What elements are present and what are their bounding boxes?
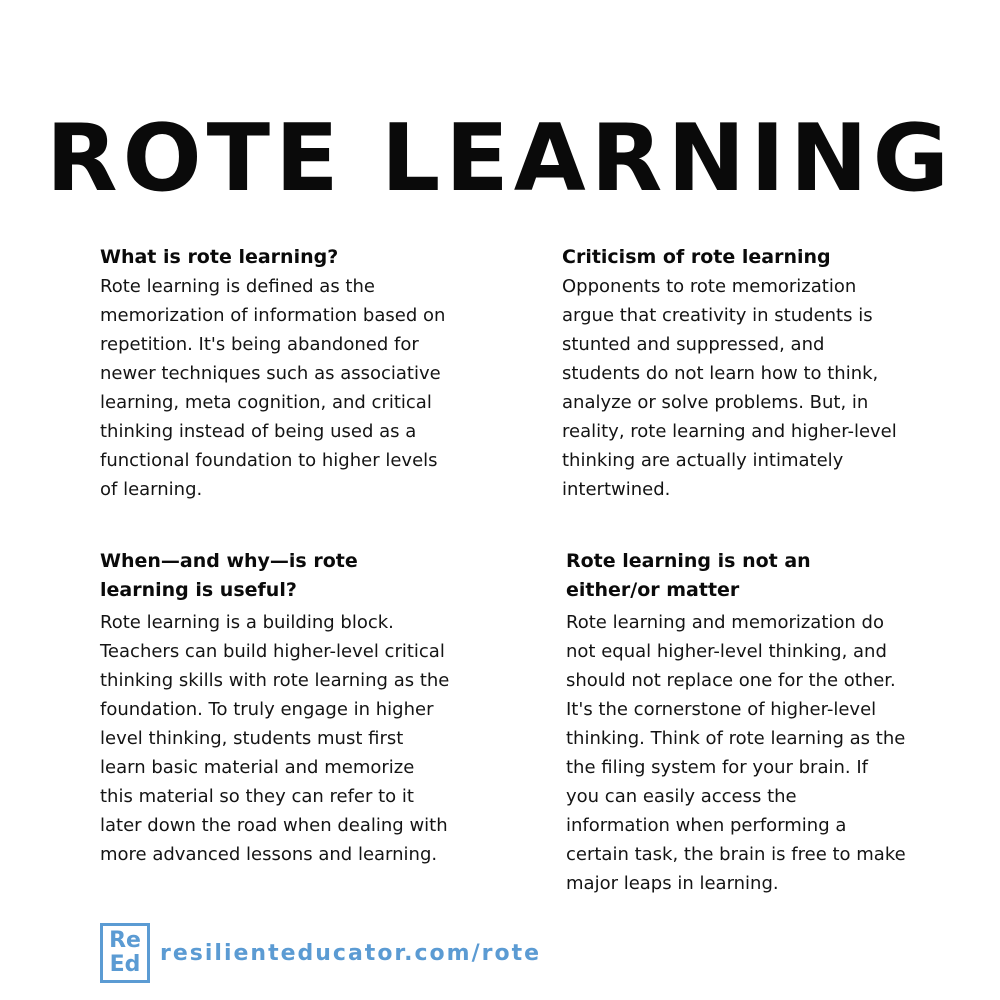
section-heading: When—and why—is rote learning is useful? bbox=[100, 550, 358, 601]
section-when-and-why bbox=[100, 547, 452, 869]
page-title: ROTE LEARNING bbox=[46, 104, 954, 212]
logo-bottom-text: Ed bbox=[109, 952, 141, 977]
footer-url-link[interactable]: resilienteducator.com/rote bbox=[160, 940, 542, 966]
section-body: Rote learning is a building block. Teachers can build higher-level critical thinking skills with rote learning as the foundation. To truly engage in higher level thinking, students must first learn basic material and memorize this material so they can refer to it later down the road when dealing with more advanced lessons and learning. bbox=[100, 612, 450, 865]
section-what-is-rote-learning bbox=[100, 243, 450, 504]
section-body: Rote learning and memorization do not equal higher-level thinking, and should not replace one for the other. It's the cornerstone of higher-level thinking. Think of rote learning as the the filing system for your brain. If you can easily access the information when performing a certain task, the brain is free to make major leaps in learning. bbox=[566, 612, 906, 894]
logo-top-text: Re bbox=[109, 928, 141, 953]
section-heading: Criticism of rote learning bbox=[562, 246, 831, 268]
reed-logo-icon bbox=[100, 923, 150, 983]
section-criticism bbox=[562, 243, 907, 504]
section-body: Rote learning is defined as the memorization of information based on repetition. It's being abandoned for newer techniques such as associative learning, meta cognition, and critical thinking instead of being used as a functional foundation to higher levels of learning. bbox=[100, 276, 446, 500]
section-heading: Rote learning is not an either/or matter bbox=[566, 550, 811, 601]
section-body: Opponents to rote memorization argue that creativity in students is stunted and suppressed, and students do not learn how to think, analyze or solve problems. But, in reality, rote learning and higher-level thinking are actually intimately intertwined. bbox=[562, 276, 897, 500]
section-heading: What is rote learning? bbox=[100, 246, 339, 268]
section-not-either-or bbox=[566, 547, 906, 898]
footer bbox=[100, 921, 541, 985]
